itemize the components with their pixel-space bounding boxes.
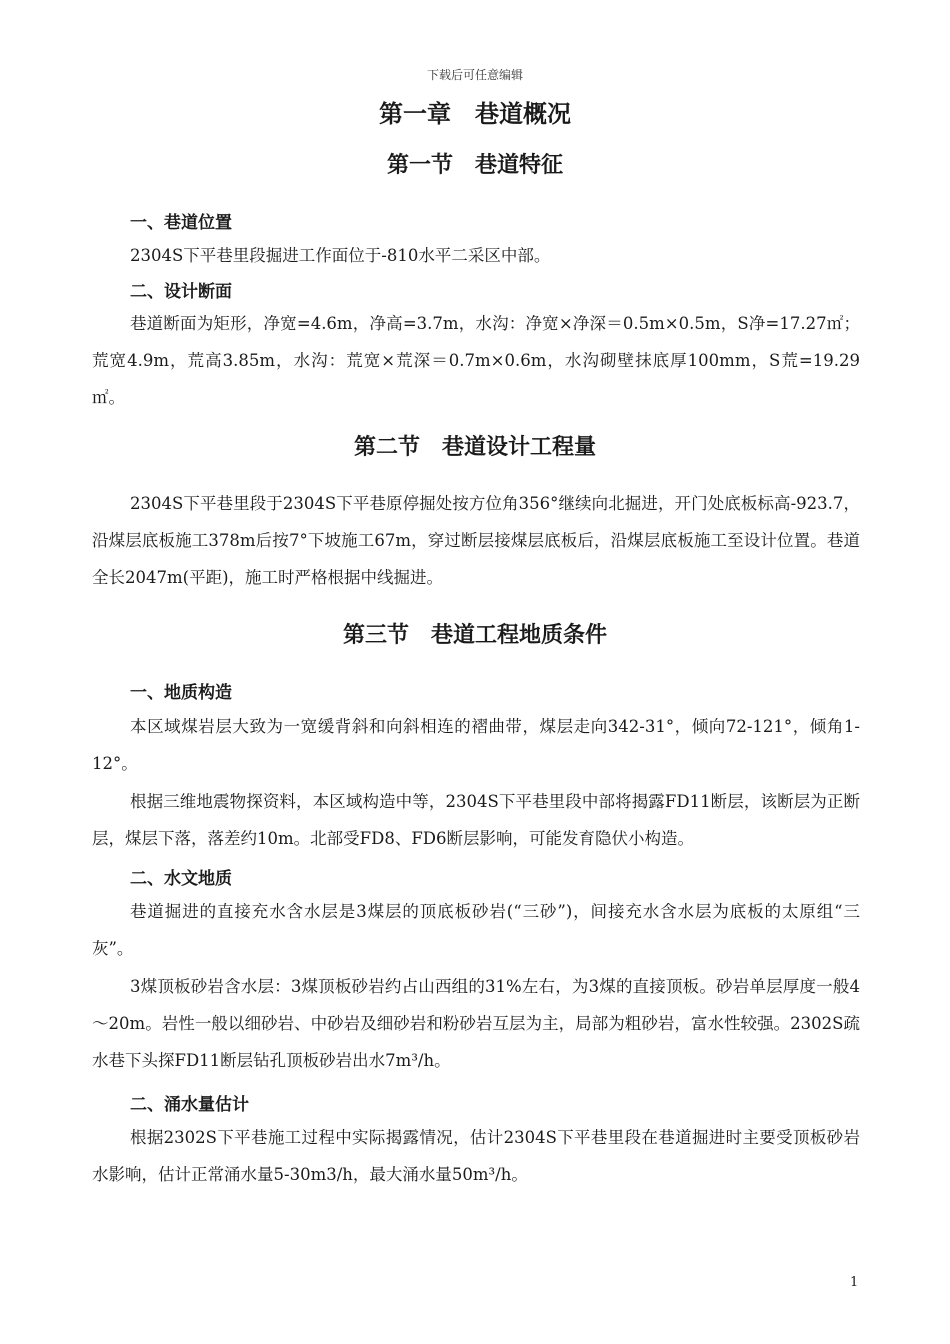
section-title-3: 第三节 巷道工程地质条件 xyxy=(342,623,607,648)
page-number: 1 xyxy=(850,1275,859,1290)
paragraph-quantities: 2304S下平巷里段于2304S下平巷原停掘处按方位角356°继续向北掘进，开门处底板标高-923.7，沿煤层底板施工378m后按7°下坡施工67m，穿过断层接煤层底板后，沿煤层底板施工至设计位置。巷道全长2047m(平距)，施工时严格根据中线掘进。 xyxy=(92,494,860,587)
subheading-water-inflow: 二、涌水量估计 xyxy=(130,1095,249,1115)
paragraph-geology-1: 本区域煤岩层大致为一宽缓背斜和向斜相连的褶曲带，煤层走向342-31°，倾向72-121°，倾角1-12°。 xyxy=(92,717,860,773)
chapter-title: 第一章 巷道概况 xyxy=(379,100,571,128)
subheading-section-design: 二、设计断面 xyxy=(130,282,232,302)
paragraph-water-inflow: 根据2302S下平巷施工过程中实际揭露情况，估计2304S下平巷里段在巷道掘进时主要受顶板砂岩水影响，估计正常涌水量5-30m3/h，最大涌水量50m³/h。 xyxy=(92,1128,860,1184)
paragraph-section-design: 巷道断面为矩形，净宽=4.6m，净高=3.7m，水沟：净宽×净深＝0.5m×0.5m，S净=17.27㎡；荒宽4.9m，荒高3.85m，水沟：荒宽×荒深＝0.7m×0.6m，水沟砌壁抹底厚100mm，S荒=19.29㎡。 xyxy=(92,314,860,407)
subheading-hydrology: 二、水文地质 xyxy=(130,869,232,889)
paragraph-hydrology-2: 3煤顶板砂岩含水层：3煤顶板砂岩约占山西组的31%左右，为3煤的直接顶板。砂岩单层厚度一般4～20m。岩性一般以细砂岩、中砂岩及细砂岩和粉砂岩互层为主，局部为粗砂岩，富水性较强。2302S疏水巷下头探FD11断层钻孔顶板砂岩出水7m³/h。 xyxy=(92,977,860,1070)
paragraph-hydrology-1: 巷道掘进的直接充水含水层是3煤层的顶底板砂岩(“三砂”)，间接充水含水层为底板的太原组“三灰”。 xyxy=(92,902,860,958)
paragraph-location: 2304S下平巷里段掘进工作面位于-810水平二采区中部。 xyxy=(130,246,551,265)
paragraph-geology-2: 根据三维地震物探资料，本区域构造中等，2304S下平巷里段中部将揭露FD11断层，该断层为正断层，煤层下落，落差约10m。北部受FD8、FD6断层影响，可能发育隐伏小构造。 xyxy=(92,792,860,848)
section-title-2: 第二节 巷道设计工程量 xyxy=(353,435,596,460)
section-title-1: 第一节 巷道特征 xyxy=(386,153,563,178)
subheading-location: 一、巷道位置 xyxy=(130,213,232,233)
subheading-geology: 一、地质构造 xyxy=(130,683,232,703)
header-note: 下载后可任意编辑 xyxy=(426,68,523,82)
